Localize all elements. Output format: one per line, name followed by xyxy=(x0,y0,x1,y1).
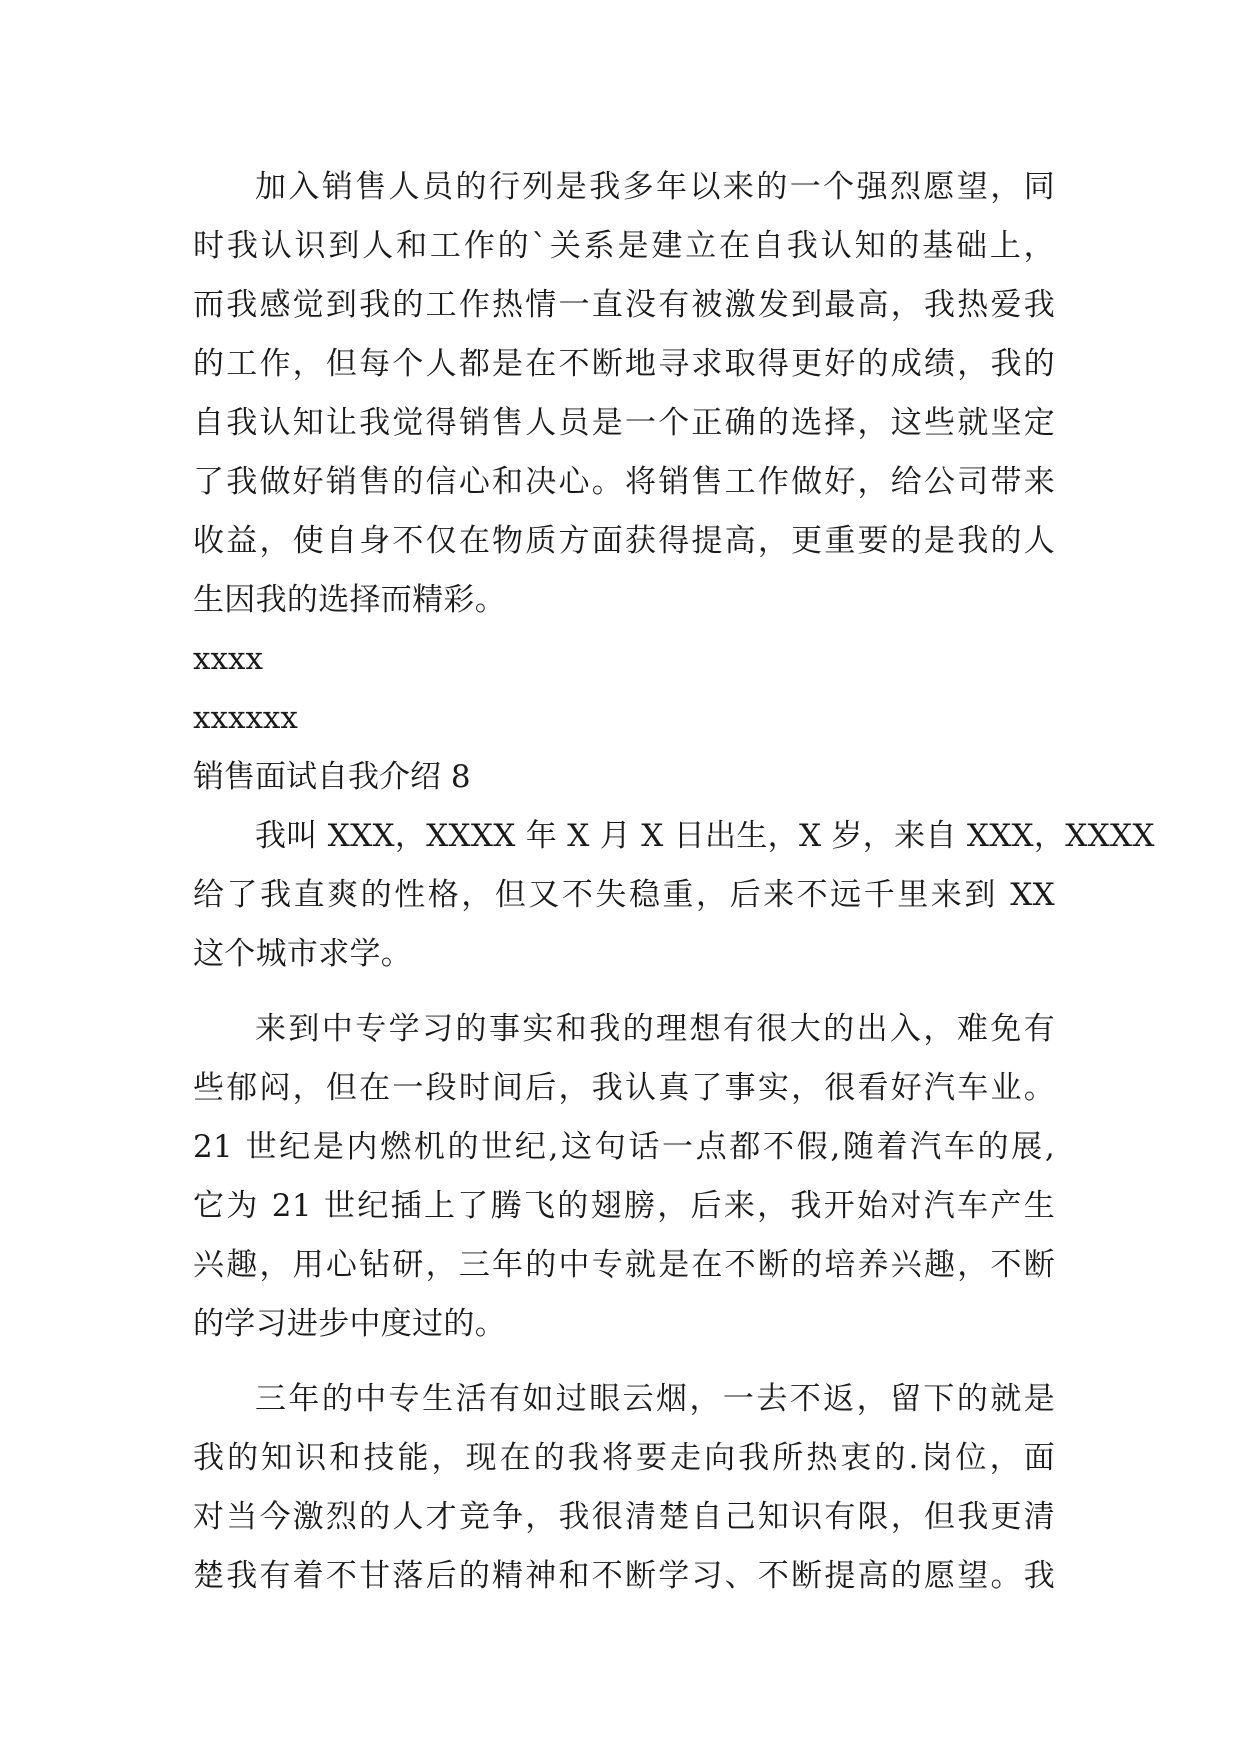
text-line: 的学习进步中度过的。 xyxy=(193,1306,506,1342)
text-line: 对当今激烈的人才竞争，我很清楚自己知识有限，但我更清 xyxy=(193,1499,1055,1535)
text-line: 三年的中专生活有如过眼云烟，一去不返，留下的就是 xyxy=(255,1381,1055,1417)
paragraph-school-experience xyxy=(193,1000,1055,1354)
text-line: 些郁闷，但在一段时间后，我认真了事实，很看好汽车业。 xyxy=(193,1070,1055,1106)
text-line: 了我做好销售的信心和决心。将销售工作做好，给公司带来 xyxy=(193,464,1055,500)
text-line: 加入销售人员的行列是我多年以来的一个强烈愿望，同 xyxy=(255,169,1055,205)
text-line: 我叫 XXX，XXXX 年 X 月 X 日出生，X 岁，来自 XXX，XXXX xyxy=(255,818,1155,854)
text-line: 它为 21 世纪插上了腾飞的翅膀，后来，我开始对汽车产生 xyxy=(193,1188,1055,1224)
text-line: 自我认知让我觉得销售人员是一个正确的选择，这些就坚定 xyxy=(193,405,1055,441)
text-line: 的工作，但每个人都是在不断地寻求取得更好的成绩，我的 xyxy=(193,346,1055,382)
text-line: 楚我有着不甘落后的精神和不断学习、不断提高的愿望。我 xyxy=(193,1558,1055,1594)
text-line: 而我感觉到我的工作热情一直没有被激发到最高，我热爱我 xyxy=(193,287,1055,323)
paragraph-career-motivation xyxy=(193,158,1055,630)
text-line: 这个城市求学。 xyxy=(193,936,413,972)
signature-date: xxxxxx xyxy=(193,700,298,736)
text-line: 21 世纪是内燃机的世纪,这句话一点都不假,随着汽车的展, xyxy=(193,1129,1055,1165)
text-line: 来到中专学习的事实和我的理想有很大的出入，难免有 xyxy=(255,1011,1055,1047)
paragraph-personal-intro xyxy=(193,807,1155,984)
section-title: 销售面试自我介绍 8 xyxy=(193,759,471,795)
text-line: 我的知识和技能，现在的我将要走向我所热衷的.岗位，面 xyxy=(193,1440,1055,1476)
text-line: 给了我直爽的性格，但又不失稳重，后来不远千里来到 XX xyxy=(193,877,1055,913)
text-line: 生因我的选择而精彩。 xyxy=(193,582,506,618)
text-line: 收益，使自身不仅在物质方面获得提高，更重要的是我的人 xyxy=(193,523,1055,559)
paragraph-skills-outlook xyxy=(193,1370,1055,1606)
document-body xyxy=(193,158,1155,1606)
text-line: 兴趣，用心钻研，三年的中专就是在不断的培养兴趣，不断 xyxy=(193,1247,1055,1283)
text-line: 时我认识到人和工作的`关系是建立在自我认知的基础上， xyxy=(193,228,1055,264)
signature-name: xxxx xyxy=(193,641,263,677)
